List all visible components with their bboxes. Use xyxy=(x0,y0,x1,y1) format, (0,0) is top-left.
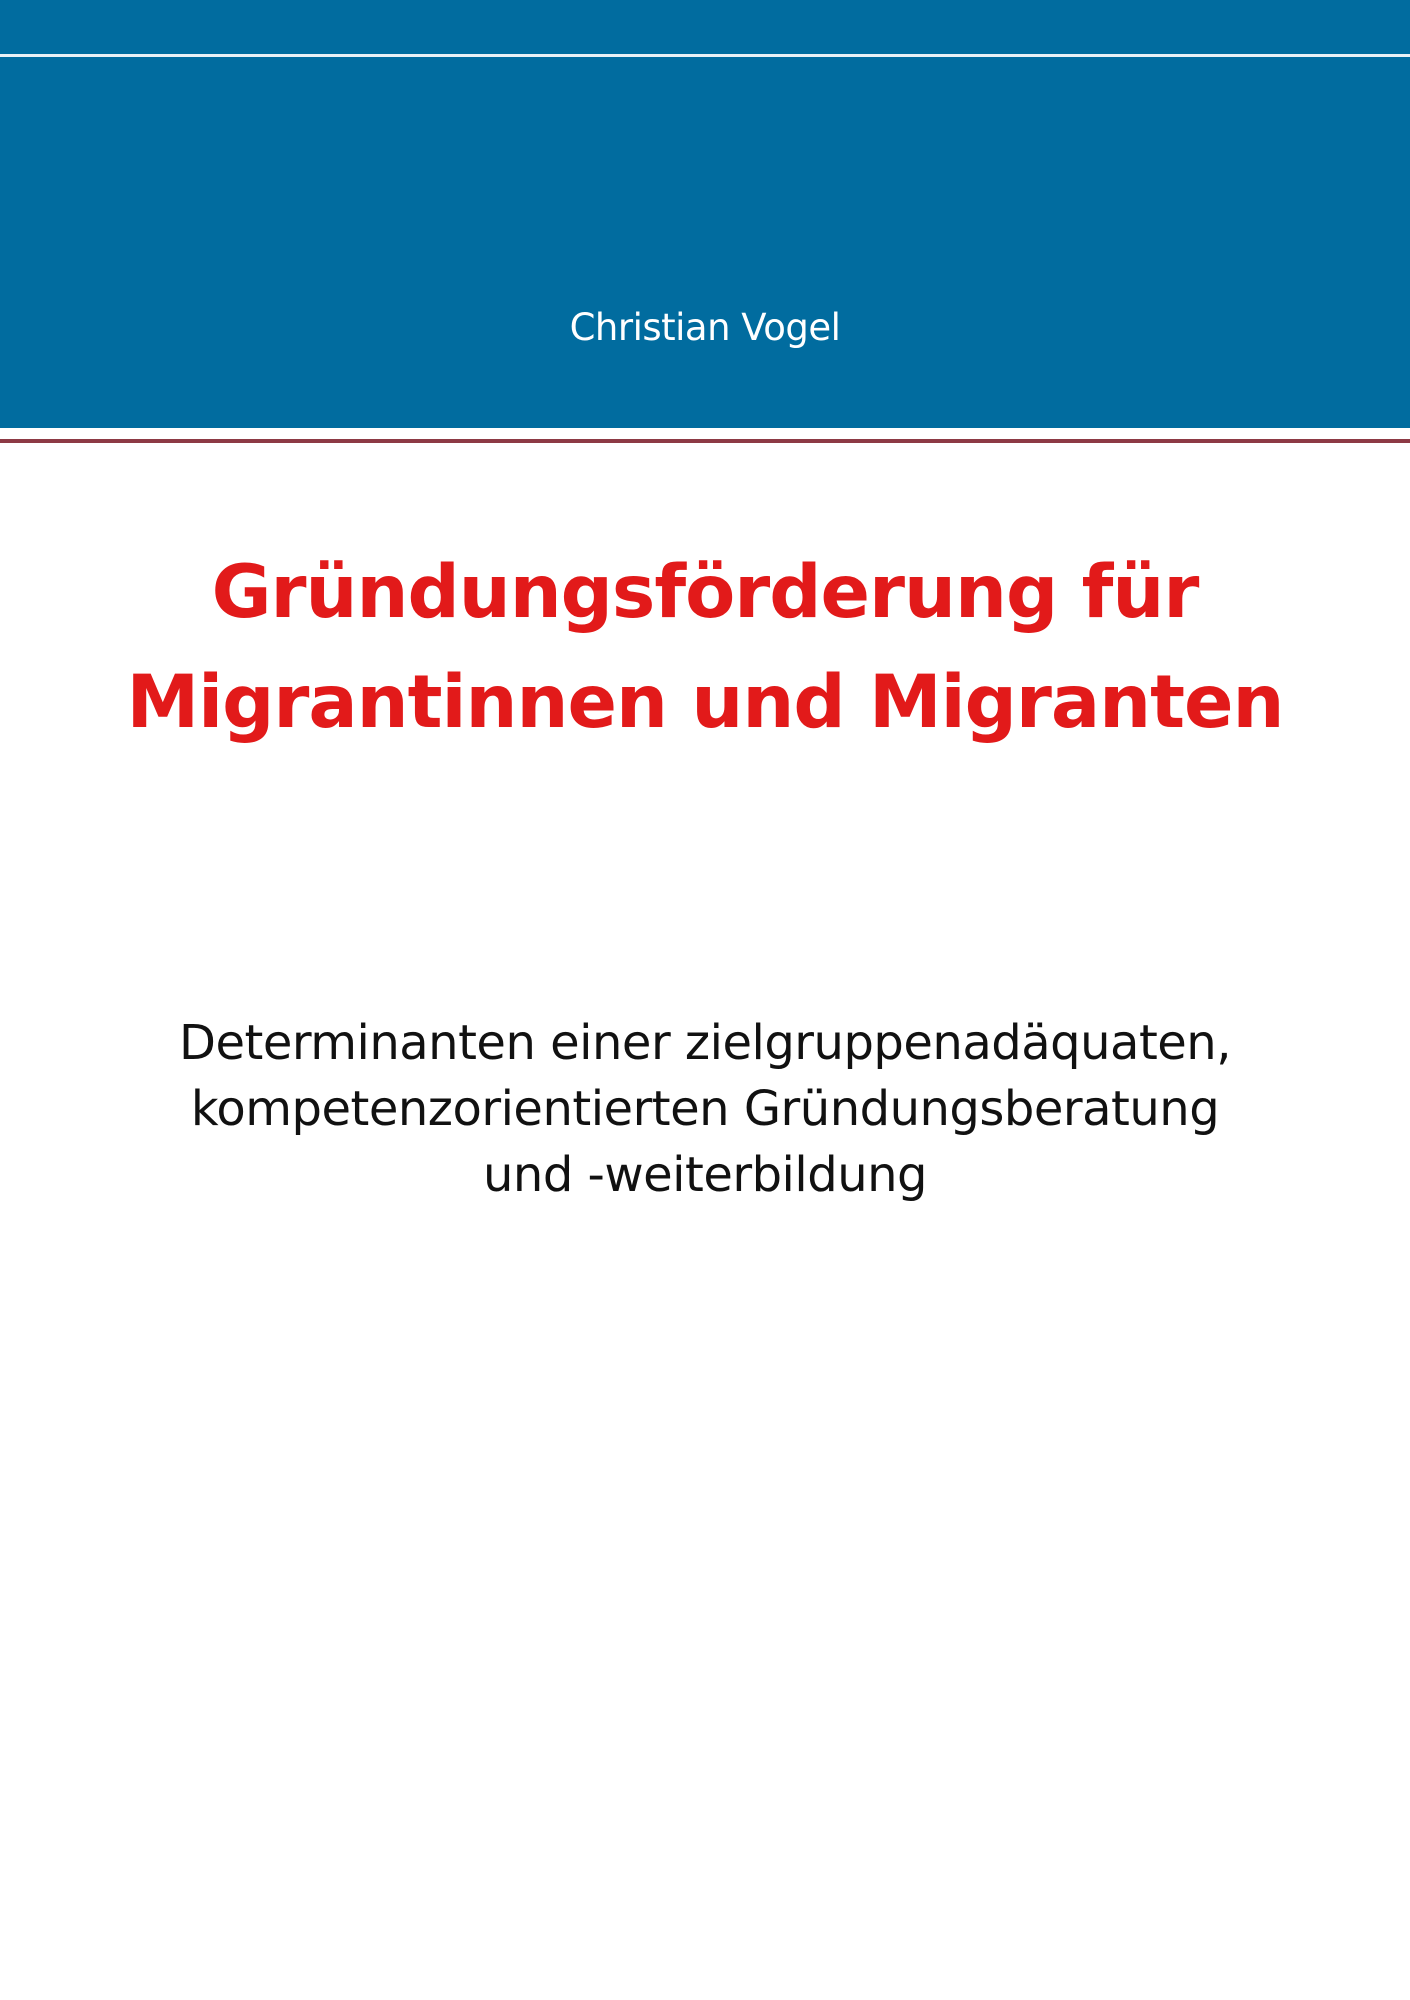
subtitle-line-1: Determinanten einer zielgruppenadäquaten, xyxy=(179,1015,1231,1071)
book-subtitle xyxy=(80,1010,1330,1208)
title-line-1: Gründungsförderung für xyxy=(211,550,1199,635)
header-rule xyxy=(0,54,1410,57)
subtitle-line-2: kompetenzorientierten Gründungsberatung xyxy=(190,1081,1220,1137)
title-line-2: Migrantinnen und Migranten xyxy=(126,660,1284,745)
subtitle-line-3: und -weiterbildung xyxy=(482,1147,928,1203)
author-name: Christian Vogel xyxy=(569,306,841,349)
book-title xyxy=(80,538,1330,758)
header-band xyxy=(0,0,1410,428)
section-divider xyxy=(0,439,1410,443)
